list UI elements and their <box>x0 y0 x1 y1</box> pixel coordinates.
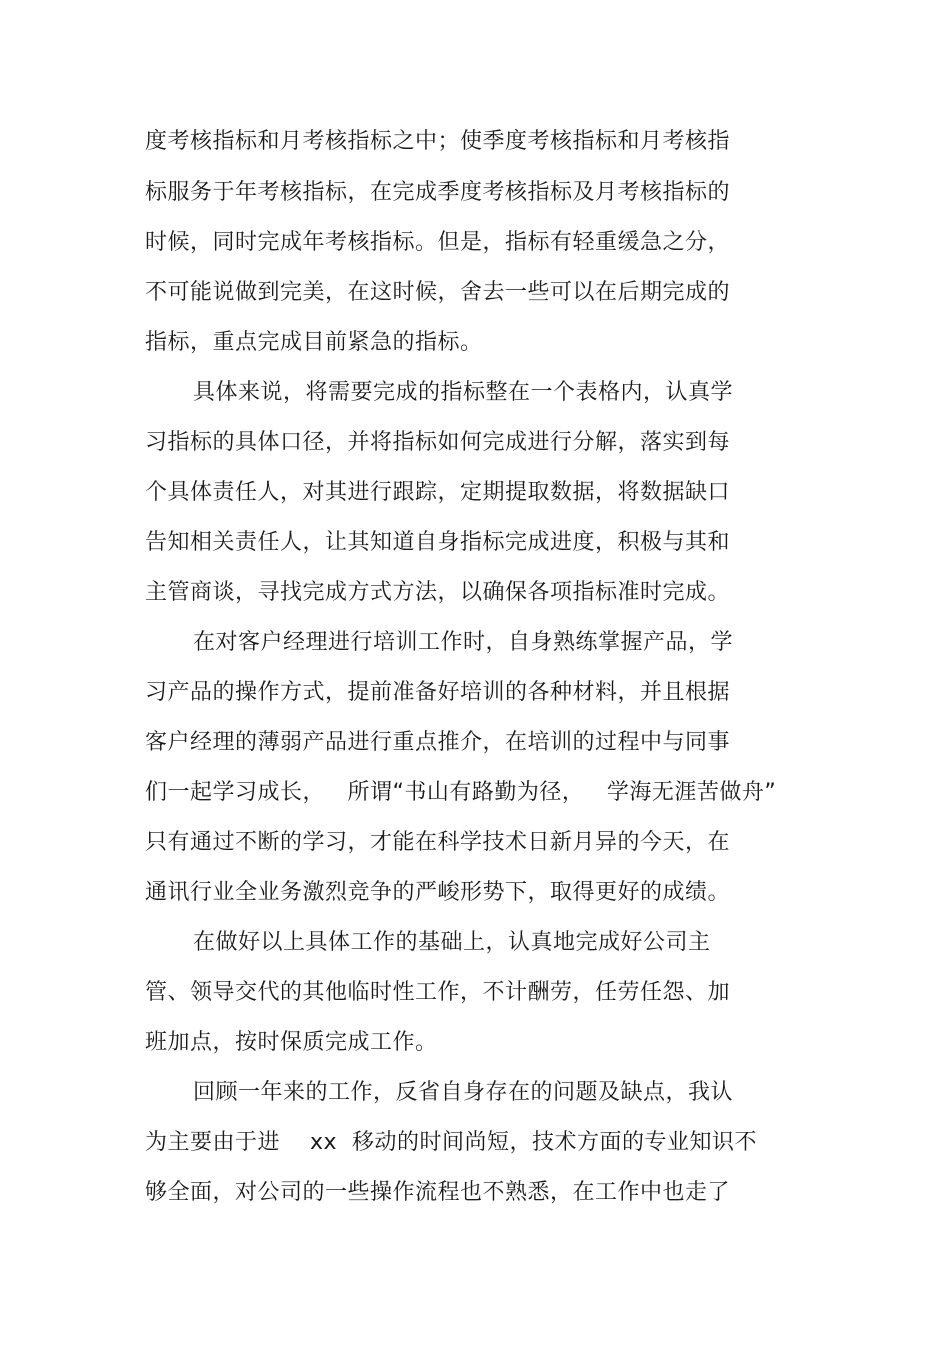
text-line: 指标，重点完成目前紧急的指标。 <box>145 330 483 355</box>
text-line: 班加点，按时保质完成工作。 <box>145 1030 438 1055</box>
text-line: 客户经理的薄弱产品进行重点推介，在培训的过程中与同事 <box>145 730 731 755</box>
text-line: 标服务于年考核指标，在完成季度考核指标及月考核指标的 <box>145 180 731 205</box>
text-line: 管、领导交代的其他临时性工作，不计酬劳，任劳任怨、加 <box>145 980 731 1005</box>
paragraph-first-line: 具体来说，将需要完成的指标整在一个表格内，认真学 <box>193 380 734 405</box>
text-line: 够全面，对公司的一些操作流程也不熟悉，在工作中也走了 <box>145 1180 731 1205</box>
text-line: 告知相关责任人，让其知道自身指标完成进度，积极与其和 <box>145 530 731 555</box>
text-line: 度考核指标和月考核指标之中；使季度考核指标和月考核指 <box>145 129 731 154</box>
paragraph-first-line: 在做好以上具体工作的基础上，认真地完成好公司主 <box>193 930 711 955</box>
text-line: 们一起学习成长， 所谓“书山有路勤为径， 学海无涯苦做舟” <box>145 780 777 805</box>
paragraph-first-line: 在对客户经理进行培训工作时，自身熟练掌握产品，学 <box>193 630 734 655</box>
text-line: 个具体责任人，对其进行跟踪，定期提取数据，将数据缺口 <box>145 480 731 505</box>
text-line: 为主要由于进 xx 移动的时间尚短，技术方面的专业知识不 <box>145 1130 757 1155</box>
text-line: 习指标的具体口径，并将指标如何完成进行分解，落实到每 <box>145 430 731 455</box>
text-line: 主管商谈，寻找完成方式方法，以确保各项指标准时完成。 <box>145 580 731 605</box>
paragraph-first-line: 回顾一年来的工作，反省自身存在的问题及缺点，我认 <box>193 1080 734 1105</box>
text-line: 不可能说做到完美，在这时候，舍去一些可以在后期完成的 <box>145 280 731 305</box>
text-line: 习产品的操作方式，提前准备好培训的各种材料，并且根据 <box>145 680 731 705</box>
text-line: 通讯行业全业务激烈竞争的严峻形势下，取得更好的成绩。 <box>145 880 731 905</box>
text-line: 时候，同时完成年考核指标。但是，指标有轻重缓急之分， <box>145 230 731 255</box>
text-line: 只有通过不断的学习，才能在科学技术日新月异的今天，在 <box>145 830 731 855</box>
